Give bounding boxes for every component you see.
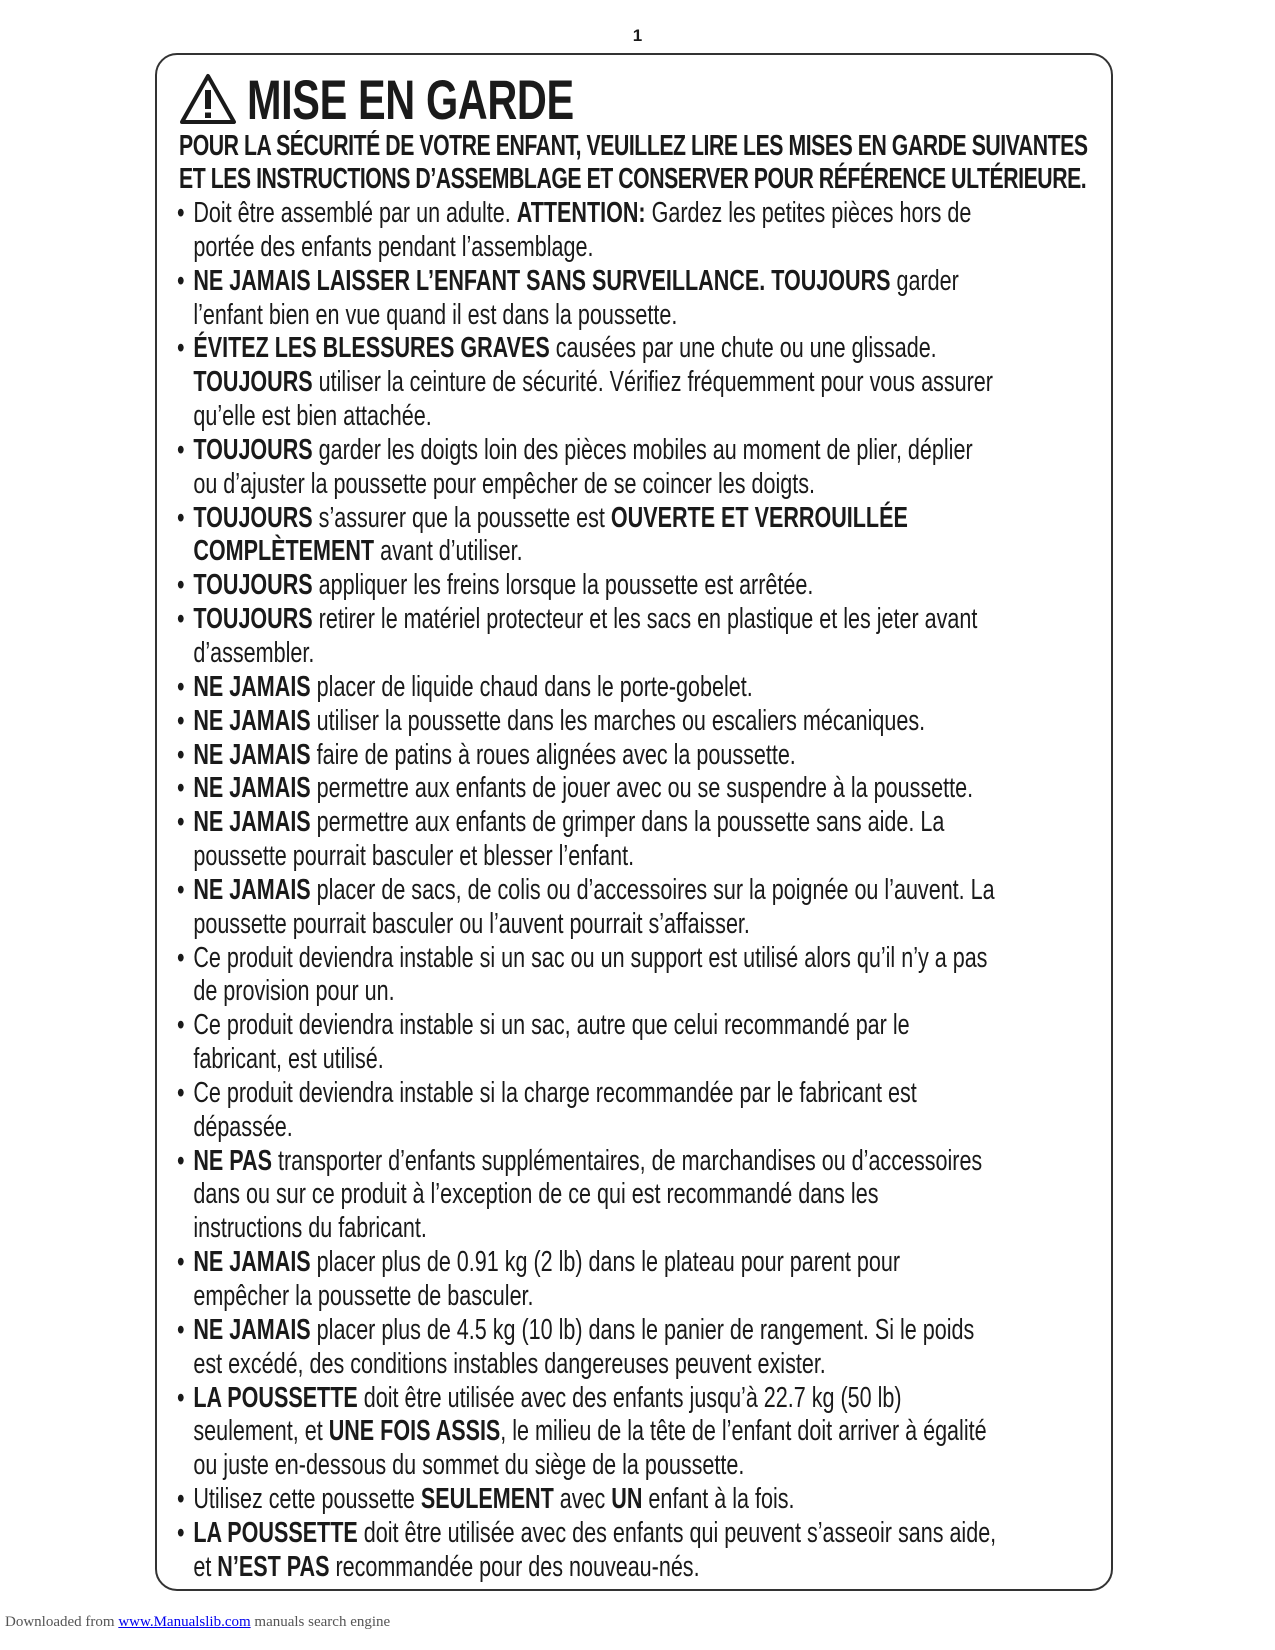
bullet-dot: • <box>177 772 185 805</box>
bullet-emphasis-text: NE JAMAIS <box>193 670 311 703</box>
warning-bullet-item <box>177 705 1106 739</box>
footer-suffix: manuals search engine <box>250 1614 391 1630</box>
bullet-dot: • <box>177 1246 185 1279</box>
bullet-dot: • <box>177 1313 185 1346</box>
bullet-emphasis-text: NE JAMAIS <box>193 806 311 839</box>
bullet-text: enfant à la fois. <box>642 1483 795 1516</box>
bullet-dot: • <box>177 264 185 297</box>
bullet-emphasis-text: UNE FOIS ASSIS <box>328 1415 501 1448</box>
warning-triangle-icon <box>179 73 237 125</box>
bullet-dot: • <box>177 738 185 771</box>
bullet-text: avant d’utiliser. <box>374 535 523 568</box>
warning-bullet-item <box>177 265 1106 333</box>
warning-bullet-item <box>177 1145 1106 1247</box>
bullet-text: , le milieu de la tête de l’enfant doit arriver à égalité ou juste en-dessous du sommet du siège de la poussette. <box>193 1415 987 1482</box>
bullet-emphasis-text: NE JAMAIS <box>193 873 311 906</box>
bullet-emphasis-text: TOUJOURS <box>193 501 313 534</box>
warning-bullet-item <box>177 671 1106 705</box>
warning-bullet-item <box>177 772 1106 806</box>
bullet-dot: • <box>177 670 185 703</box>
bullet-text: transporter d’enfants supplémentaires, de marchandises ou d’accessoires dans ou sur ce produit à l’exception de ce qui est recommandé dans les instructions du fabricant. <box>193 1144 983 1245</box>
bullet-dot: • <box>177 501 185 534</box>
warning-intro-line-2: ET LES INSTRUCTIONS D’ASSEMBLAGE ET CONSERVER POUR RÉFÉRENCE ULTÉRIEURE. <box>179 163 1087 195</box>
bullet-dot: • <box>177 1144 185 1177</box>
warning-bullet-item <box>177 806 1106 874</box>
warning-header <box>179 65 689 133</box>
bullet-text: recommandée pour des nouveau-nés. <box>329 1550 700 1583</box>
bullet-text: s’assurer que la poussette est <box>312 501 611 534</box>
bullet-dot: • <box>177 433 185 466</box>
warning-bullet-item <box>177 434 1106 502</box>
bullet-dot: • <box>177 1516 185 1549</box>
bullet-emphasis-text: N’EST PAS <box>217 1550 330 1583</box>
bullet-text: Gardez les petites pièces hors de portée des enfants pendant l’assemblage. <box>193 197 972 263</box>
bullet-text: doit être utilisée avec des enfants qui peuvent s’asseoir sans aide, et <box>193 1516 997 1583</box>
bullet-text: garder l’enfant bien en vue quand il est dans la poussette. <box>193 264 959 331</box>
bullet-emphasis-text: NE JAMAIS <box>193 738 311 771</box>
warning-intro <box>179 130 1088 196</box>
warning-bullet-item <box>177 1483 1106 1517</box>
warning-intro-line-1: POUR LA SÉCURITÉ DE VOTRE ENFANT, VEUILLEZ LIRE LES MISES EN GARDE SUIVANTES <box>179 130 1088 162</box>
warning-bullet-item <box>177 332 1106 434</box>
bullet-text: Doit être assemblé par un adulte. <box>193 197 517 229</box>
bullet-dot: • <box>177 1483 185 1516</box>
bullet-emphasis-text: TOUJOURS <box>193 603 313 636</box>
bullet-dot: • <box>177 332 185 365</box>
warning-box <box>155 53 1113 1591</box>
bullet-emphasis-text: NE JAMAIS <box>193 772 311 805</box>
bullet-dot: • <box>177 704 185 737</box>
bullet-emphasis-text: OUVERTE ET VERROUILLÉE COMPLÈTEMENT <box>193 501 908 568</box>
bullet-text: permettre aux enfants de grimper dans la poussette sans aide. La poussette pourrait basculer et blesser l’enfant. <box>193 806 945 873</box>
bullet-dot: • <box>177 1076 185 1109</box>
bullet-text: retirer le matériel protecteur et les sacs en plastique et les jeter avant d’assembler. <box>193 603 978 669</box>
bullet-dot: • <box>177 569 185 602</box>
bullet-dot: • <box>177 1381 185 1414</box>
bullet-text: Utilisez cette poussette <box>193 1483 421 1516</box>
bullet-dot: • <box>177 806 185 839</box>
warning-bullet-item <box>177 603 1106 671</box>
bullet-text: garder les doigts loin des pièces mobiles au moment de plier, déplier ou d’ajuster la poussette pour empêcher de se coincer les doigts. <box>193 433 973 500</box>
bullet-emphasis-text: UN <box>611 1483 643 1516</box>
bullet-text: Ce produit deviendra instable si un sac, autre que celui recommandé par le fabricant, est utilisé. <box>193 1009 910 1076</box>
bullet-emphasis-text: LA POUSSETTE <box>193 1381 358 1414</box>
bullet-text: faire de patins à roues alignées avec la poussette. <box>310 738 796 771</box>
warning-bullet-list <box>177 197 1106 1585</box>
bullet-emphasis-text: ÉVITEZ LES BLESSURES GRAVES <box>193 332 550 365</box>
page-number: 1 <box>632 26 643 45</box>
bullet-emphasis-text: ATTENTION: <box>516 197 646 229</box>
warning-bullet-item <box>177 739 1106 773</box>
bullet-text: Ce produit deviendra instable si un sac ou un support est utilisé alors qu’il n’y a pas de provision pour un. <box>193 941 988 1008</box>
bullet-dot: • <box>177 941 185 974</box>
bullet-emphasis-text: TOUJOURS <box>193 569 313 602</box>
bullet-text: appliquer les freins lorsque la poussette est arrêtée. <box>312 569 814 602</box>
warning-bullet-item <box>177 1314 1106 1382</box>
warning-bullet-item <box>177 197 1106 265</box>
bullet-text: placer plus de 4.5 kg (10 lb) dans le panier de rangement. Si le poids est excédé, des conditions instables dangereuses peuvent exister. <box>193 1313 975 1380</box>
bullet-text: placer de liquide chaud dans le porte-gobelet. <box>310 670 753 703</box>
bullet-emphasis-text: NE JAMAIS <box>193 704 311 737</box>
bullet-emphasis-text: LA POUSSETTE <box>193 1516 358 1549</box>
bullet-text: utiliser la poussette dans les marches ou escaliers mécaniques. <box>310 704 926 737</box>
bullet-text: Ce produit deviendra instable si la charge recommandée par le fabricant est dépassée. <box>193 1076 917 1143</box>
warning-bullet-item <box>177 1077 1106 1145</box>
warning-bullet-item <box>177 942 1106 1010</box>
bullet-dot: • <box>177 873 185 906</box>
manualslib-link[interactable]: www.Manualslib.com <box>118 1614 251 1630</box>
warning-bullet-item <box>177 1246 1106 1314</box>
bullet-text: doit être utilisée avec des enfants jusqu’à 22.7 kg (50 lb) seulement, et <box>193 1381 902 1448</box>
bullet-emphasis-text: TOUJOURS <box>193 366 313 399</box>
bullet-emphasis-text: SEULEMENT <box>420 1483 554 1516</box>
footer-prefix: Downloaded from <box>5 1614 119 1630</box>
bullet-text: placer de sacs, de colis ou d’accessoires sur la poignée ou l’auvent. La poussette pourrait basculer ou l’auvent pourrait s’affaisser. <box>193 873 995 940</box>
bullet-emphasis-text: TOUJOURS <box>193 433 313 466</box>
warning-title: MISE EN GARDE <box>247 67 574 131</box>
bullet-emphasis-text: NE JAMAIS <box>193 1246 311 1279</box>
bullet-text: avec <box>553 1483 612 1516</box>
download-footer <box>5 1614 390 1631</box>
warning-bullet-item <box>177 569 1106 603</box>
warning-bullet-item <box>177 502 1106 570</box>
bullet-text: utiliser la ceinture de sécurité. Vérifiez fréquemment pour vous assurer qu’elle est bien attachée. <box>193 366 993 433</box>
bullet-dot: • <box>177 197 185 229</box>
bullet-dot: • <box>177 603 185 636</box>
bullet-emphasis-text: NE PAS <box>193 1144 272 1177</box>
warning-bullet-item <box>177 874 1106 942</box>
warning-bullet-item <box>177 1517 1106 1585</box>
bullet-text: causées par une chute ou une glissade. <box>555 332 937 365</box>
bullet-emphasis-text: NE JAMAIS LAISSER L’ENFANT SANS SURVEILLANCE. TOUJOURS <box>193 264 891 297</box>
bullet-emphasis-text: NE JAMAIS <box>193 1313 311 1346</box>
bullet-text: placer plus de 0.91 kg (2 lb) dans le plateau pour parent pour empêcher la poussette de basculer. <box>193 1246 901 1312</box>
warning-bullet-item <box>177 1382 1106 1484</box>
bullet-text: permettre aux enfants de jouer avec ou se suspendre à la poussette. <box>310 772 974 805</box>
bullet-dot: • <box>177 1009 185 1042</box>
warning-bullet-item <box>177 1009 1106 1077</box>
